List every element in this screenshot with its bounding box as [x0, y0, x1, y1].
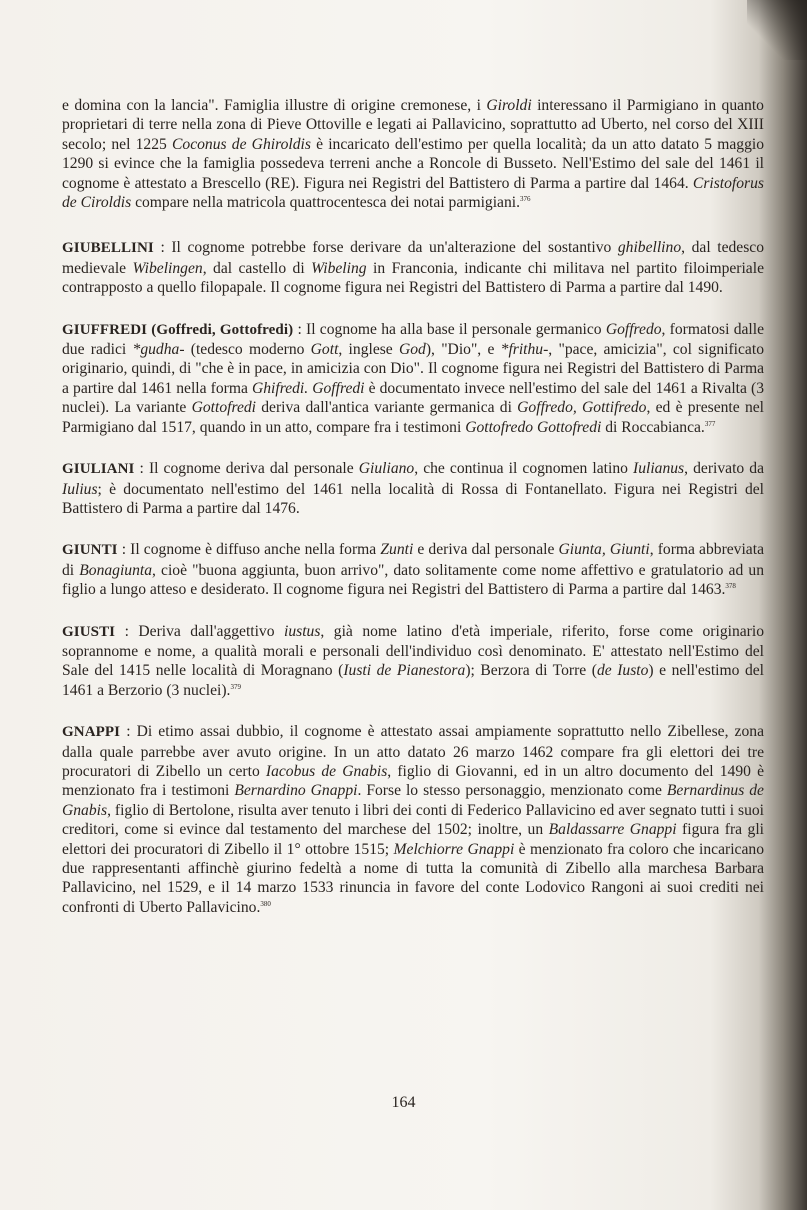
- italic-text: *frithu-: [500, 341, 549, 359]
- italic-text: Gottofredi: [191, 399, 257, 417]
- italic-text: Goffredo, Gottifredo: [517, 399, 647, 417]
- text: , dal tedesco medievale: [62, 239, 764, 277]
- text: e domina con la lancia". Famiglia illustre di origine cremonese, i: [62, 97, 487, 114]
- italic-text: Ghifredi. Goffredi: [251, 379, 365, 397]
- text: , inglese: [338, 341, 399, 359]
- text-column: [62, 96, 764, 939]
- italic-text: Coconus de Ghiroldis: [172, 135, 311, 153]
- text: , derivato da: [684, 460, 764, 478]
- entry-giusti: [62, 622, 764, 701]
- entry-headword: GIUBELLINI: [62, 240, 154, 257]
- italic-text: God: [398, 341, 426, 359]
- footnote-ref: 376: [519, 194, 531, 203]
- entry-headword: GIULIANI: [62, 461, 135, 478]
- footnote-ref: 377: [704, 419, 716, 428]
- italic-text: Iusti de Pianestora: [343, 662, 466, 680]
- text: ); Berzora di Torre (: [465, 662, 597, 680]
- italic-text: Bernardino Gnappi: [234, 782, 358, 800]
- italic-text: Zunti: [380, 541, 414, 559]
- text: , cioè "buona aggiunta, buon arrivo", dato solitamente come nome affettivo e gratulatorio ad un figlio a lungo atteso e desiderato. Il cognome figura nei Registri del Battistero di Parma a partire dal 1463.: [62, 561, 764, 599]
- italic-text: ghibellino: [617, 239, 682, 257]
- italic-text: Wibelingen: [132, 259, 203, 277]
- text: è incaricato dell'estimo per quella località; da un atto datato 5 maggio 1290 si evince che la famiglia possedeva terreni anche a Roncole di Busseto. Nell'Estimo del sale del 1461 il cognome è attestato a Brescello (RE). Figura nei Registri del Battistero di Parma a partire dal 1464.: [62, 135, 765, 192]
- italic-text: Wibeling: [311, 259, 367, 277]
- italic-text: Giuliano: [358, 460, 415, 478]
- entry-headword: GIUNTI: [62, 542, 118, 559]
- italic-text: Gottofredo Gottofredi: [465, 418, 602, 436]
- entry-headword: GNAPPI: [62, 724, 121, 741]
- italic-text: *gudha-: [132, 341, 185, 359]
- text: deriva dall'antica variante germanica di: [256, 399, 518, 417]
- page-number: 164: [391, 1094, 416, 1111]
- text: , "pace, amicizia", col significato originario, quindi, di "che è in pace, in amicizia con Dio". Il cognome figura nei Registri del Battistero di Parma a partire dal 1461 nella forma: [62, 341, 764, 397]
- entry-giuliani: [62, 459, 764, 518]
- italic-text: iustus: [284, 622, 321, 640]
- text: , che continua il cognomen latino: [414, 460, 634, 478]
- footnote-ref: 378: [725, 581, 736, 590]
- italic-text: Giunta, Giunti: [558, 541, 650, 559]
- text: di Roccabianca.: [601, 418, 705, 436]
- italic-text: Iulianus: [633, 460, 685, 478]
- text: e deriva dal personale: [413, 541, 559, 559]
- italic-text: Goffredo: [605, 320, 662, 338]
- text: , forma abbreviata di: [62, 541, 764, 579]
- text: in Franconia, indicante chi militava nel partito filoimperiale contrapposto a quello filopapale. Il cognome figura nei Registri del Battistero di Parma a partire dal 1490.: [62, 259, 764, 297]
- italic-text: Iacobus de Gnabis: [265, 762, 388, 780]
- footnote-ref: 379: [230, 682, 241, 691]
- text: è documentato invece nell'estimo del sale del 1461 a Rivalta (3 nuclei). La variante: [62, 379, 765, 417]
- italic-text: Bernardinus de Gnabis: [62, 782, 764, 819]
- text: interessano il Parmigiano in quanto proprietari di terre nella zona di Pieve Ottoville e legati ai Pallavicino, soprattutto ad Uberto, nel corso del XIII secolo; nel 1225: [62, 97, 764, 153]
- text: (tedesco moderno: [184, 341, 311, 359]
- entry-gnappi: [62, 722, 764, 917]
- italic-text: de Iusto: [596, 662, 649, 680]
- text: ) e nell'estimo del 1461 a Berzorio (3 nuclei).: [62, 662, 765, 699]
- entry-headword: GIUFFREDI (Goffredi, Gottofredi): [62, 321, 294, 338]
- text: : Il cognome ha alla base il personale germanico: [293, 320, 606, 338]
- entry-giuffredi: [62, 320, 764, 437]
- italic-text: Gott: [310, 341, 339, 359]
- text: , formatosi dalle due radici: [62, 320, 764, 359]
- text: , figlio di Giovanni, ed in un altro documento del 1490 è menzionato fra i testimoni: [62, 762, 764, 800]
- text: figura fra gli elettori dei procuratori di Zibello il 1° ottobre 1515;: [62, 821, 765, 858]
- text: è menzionato fra coloro che incaricano due rappresentanti affinchè giurino fedeltà a nome di tutta la comunità di Zibello alla marchesa Barbara Pallavicino, nel 1529, e il 14 marzo 1533 rinuncia in favore del conte Lodovico Rangoni ai suoi crediti nei confronti di Uberto Pallavicino.: [62, 840, 764, 916]
- text: ), "Dio", e: [425, 341, 501, 359]
- text: : Di etimo assai dubbio, il cognome è attestato assai ampiamente soprattutto nello Zibellese, zona dalla quale parrebbe aver avuto origine. In un atto datato 26 marzo 1462 compare fra gli elettori dei tre procuratori di Zibello un certo: [62, 723, 764, 780]
- text: compare nella matricola quattrocentesca dei notai parmigiani.: [131, 194, 520, 212]
- italic-text: Iulius: [62, 480, 98, 498]
- text: : Il cognome è diffuso anche nella forma: [117, 541, 381, 559]
- page-shadow: [747, 0, 807, 60]
- text: : Il cognome potrebbe forse derivare da un'alterazione del sostantivo: [153, 239, 618, 257]
- footnote-ref: 380: [260, 899, 271, 908]
- text: , dal castello di: [202, 259, 312, 277]
- text: . Forse lo stesso personaggio, menzionato come: [357, 782, 667, 800]
- intro-paragraph: [62, 96, 764, 212]
- text: : Deriva dall'aggettivo: [115, 622, 285, 640]
- italic-text: Melchiorre Gnappi: [393, 840, 515, 858]
- text: , ed è presente nel Parmigiano dal 1517, quando in un atto, compare fra i testimoni: [62, 399, 764, 436]
- text: : Il cognome deriva dal personale: [134, 460, 359, 478]
- italic-text: Baldassarre Gnappi: [548, 821, 677, 839]
- italic-text: Giroldi: [486, 97, 532, 114]
- text: , già nome latino d'età imperiale, riferito, forse come originario soprannome e nome, a qualità morali e personali dell'individuo così denominato. E' attestato nell'Estimo del Sale del 1415 nelle località di Moragnano (: [62, 622, 764, 680]
- entry-headword: GIUSTI: [62, 623, 116, 640]
- text: ; è documentato nell'estimo del 1461 nella località di Rossa di Fontanellato. Figura nei Registri del Battistero di Parma a partire dal 1476.: [62, 480, 764, 517]
- italic-text: Cristoforus de Ciroldis: [62, 174, 764, 212]
- text: , figlio di Bertolone, risulta aver tenuto i libri dei conti di Federico Pallavicino ed aver segnato tutti i suoi creditori, come si evince dal testamento del marchese del 1502; inoltre, un: [62, 801, 764, 839]
- entry-giunti: [62, 540, 764, 599]
- italic-text: Bonagiunta: [79, 561, 153, 579]
- entry-giubellini: [62, 238, 764, 297]
